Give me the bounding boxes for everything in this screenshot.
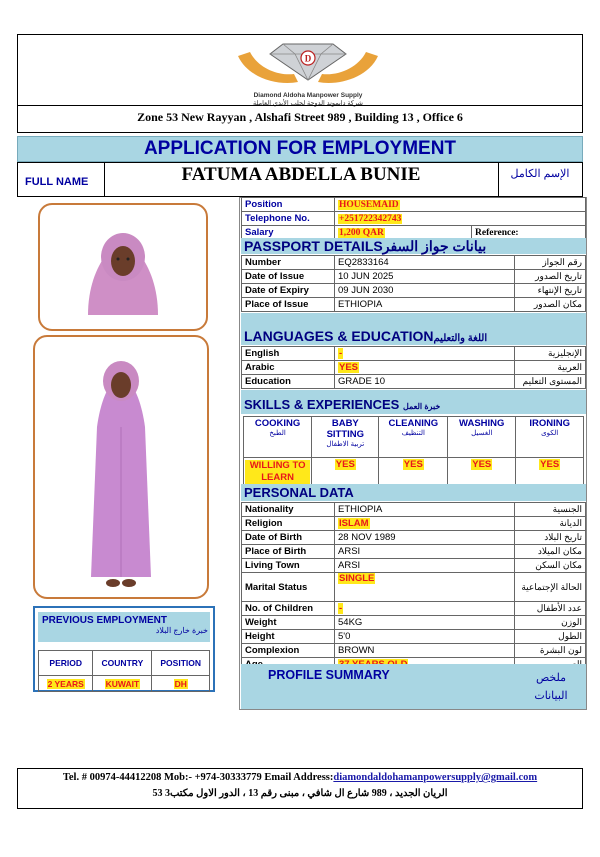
languages-title-ar: اللغة والتعليم <box>433 333 488 344</box>
prev-country-cell <box>93 676 152 692</box>
skill-washing-name: WASHING <box>459 418 505 429</box>
skill-babysitting-ar: تربية الاطفال <box>326 441 365 448</box>
personal-section-header <box>241 484 586 501</box>
religion-value: ISLAM <box>339 518 369 529</box>
skills-title: SKILLS & EXPERIENCES <box>244 397 400 412</box>
svg-text:D: D <box>304 53 312 64</box>
telephone-value: +251722342743 <box>339 214 402 224</box>
complexion-value: BROWN <box>335 644 515 658</box>
living-town-value: ARSI <box>335 559 515 573</box>
skill-ironing-value: YES <box>540 459 560 470</box>
full-name-divider-2 <box>498 162 499 197</box>
prev-period-cell <box>39 676 93 692</box>
skill-ironing-ar: الكوى <box>541 430 559 437</box>
passport-issue-ar: تاريخ الصدور <box>515 270 586 284</box>
marital-label: Marital Status <box>242 573 335 602</box>
skill-cleaning-value-cell <box>379 458 448 487</box>
logo-text: Diamond Aldoha Manpower Supply <box>253 92 363 99</box>
english-ar: الإنجليزية <box>515 347 586 361</box>
passport-expiry-value: 09 JUN 2030 <box>335 284 515 298</box>
prev-position: DH <box>174 678 187 689</box>
passport-place-value: ETHIOPIA <box>335 298 515 312</box>
skill-ironing <box>516 417 584 458</box>
nationality-value: ETHIOPIA <box>335 503 515 517</box>
prev-position-cell <box>152 676 210 692</box>
skill-babysitting-value-cell <box>312 458 379 487</box>
weight-label: Weight <box>242 616 335 630</box>
passport-number-label: Number <box>242 256 335 270</box>
reference-label: Reference: <box>472 226 586 240</box>
passport-spacer <box>241 313 586 327</box>
footer-contact-line <box>17 772 583 783</box>
height-value: 5'0 <box>335 630 515 644</box>
pob-ar: مكان الميلاد <box>515 545 586 559</box>
religion-label: Religion <box>242 517 335 531</box>
religion-ar: الديانة <box>515 517 586 531</box>
position-value: HOUSEMAID <box>339 200 399 210</box>
telephone-cell <box>335 212 586 226</box>
prev-header-period: PERIOD <box>39 651 93 676</box>
passport-table <box>241 255 586 312</box>
passport-title-ar: بيانات جواز السفر <box>382 238 487 254</box>
profile-summary-title: PROFILE SUMMARY <box>268 668 390 682</box>
religion-cell <box>335 517 515 531</box>
passport-number-ar: رقم الجواز <box>515 256 586 270</box>
company-logo <box>228 38 388 98</box>
skill-cooking-name: COOKING <box>254 418 301 429</box>
position-cell <box>335 198 586 212</box>
skill-ironing-value-cell <box>516 458 584 487</box>
marital-ar: الحالة الإجتماعية <box>515 573 586 602</box>
skill-babysitting-value: YES <box>335 459 355 470</box>
skill-cleaning-name: CLEANING <box>388 418 439 429</box>
previous-employment-table <box>38 650 210 692</box>
prev-period: 2 YEARS <box>47 678 84 689</box>
job-info-table <box>241 197 586 240</box>
skill-ironing-name: IRONING <box>529 418 570 429</box>
education-label: Education <box>242 375 335 389</box>
prev-country: KUWAIT <box>105 678 140 689</box>
marital-cell <box>335 573 515 602</box>
languages-table <box>241 346 586 389</box>
salary-value: 1,200 QAR <box>339 228 384 238</box>
skill-cooking-ar: الطبخ <box>269 430 286 437</box>
passport-place-ar: مكان الصدور <box>515 298 586 312</box>
english-label: English <box>242 347 335 361</box>
portrait-photo-icon <box>40 205 206 329</box>
passport-place-label: Place of Issue <box>242 298 335 312</box>
height-label: Height <box>242 630 335 644</box>
complexion-ar: لون البشرة <box>515 644 586 658</box>
diamond-hands-logo-icon <box>228 38 388 98</box>
skill-cooking-value-cell <box>244 458 312 487</box>
fullbody-photo-icon <box>35 337 207 597</box>
salary-label: Salary <box>242 226 335 240</box>
skill-cleaning <box>379 417 448 458</box>
pob-value: ARSI <box>335 545 515 559</box>
previous-employment-title: PREVIOUS EMPLOYMENT <box>42 615 168 626</box>
arabic-cell <box>335 361 515 375</box>
fullbody-photo-frame <box>33 335 209 599</box>
skill-washing-value: YES <box>472 459 492 470</box>
footer-contact: Tel. # 00974-44412208 Mob:- +974-30333779 Email Address: <box>62 772 334 783</box>
profile-summary-title-ar: ملخص البيانات <box>534 672 568 702</box>
passport-title: PASSPORT DETAILS <box>244 238 383 254</box>
personal-table <box>241 502 586 672</box>
languages-title: LANGUAGES & EDUCATION <box>244 328 434 344</box>
skills-title-ar: خبرة العمل <box>402 402 441 411</box>
logo-text-ar: شركة دايموند الدوحة لجلب الأيدي العاملة <box>253 100 363 107</box>
weight-ar: الوزن <box>515 616 586 630</box>
dob-ar: تاريخ البلاد <box>515 531 586 545</box>
skills-table <box>243 416 584 487</box>
skill-babysitting <box>312 417 379 458</box>
prev-header-country: COUNTRY <box>93 651 152 676</box>
children-ar: عدد الأطفال <box>515 602 586 616</box>
languages-section-header <box>241 327 586 345</box>
company-address: Zone 53 New Rayyan , Alshafi Street 989 , Building 13 , Office 6 <box>17 105 583 128</box>
pob-label: Place of Birth <box>242 545 335 559</box>
skill-cleaning-value: YES <box>403 459 423 470</box>
living-town-label: Living Town <box>242 559 335 573</box>
complexion-label: Complexion <box>242 644 335 658</box>
marital-value: SINGLE <box>339 573 375 584</box>
footer-address-ar: 53 الريان الجديد ، 989 شارع ال شافي ، مبنى رقم 13 ، الدور الاول مكتب3 <box>152 788 448 799</box>
prev-header-position: POSITION <box>152 651 210 676</box>
full-name-value: FATUMA ABDELLA BUNIE <box>181 164 421 185</box>
children-label: No. of Children <box>242 602 335 616</box>
passport-expiry-ar: تاريخ الإنتهاء <box>515 284 586 298</box>
height-ar: الطول <box>515 630 586 644</box>
passport-section-header <box>241 238 586 254</box>
english-value: - <box>339 348 343 359</box>
passport-expiry-label: Date of Expiry <box>242 284 335 298</box>
skill-cooking <box>244 417 312 458</box>
passport-issue-value: 10 JUN 2025 <box>335 270 515 284</box>
children-value: - <box>339 603 343 614</box>
dob-label: Date of Birth <box>242 531 335 545</box>
full-name-label: FULL NAME <box>25 176 89 188</box>
skill-washing <box>448 417 516 458</box>
skill-washing-value-cell <box>448 458 516 487</box>
telephone-label: Telephone No. <box>242 212 335 226</box>
nationality-ar: الجنسية <box>515 503 586 517</box>
weight-value: 54KG <box>335 616 515 630</box>
skill-washing-ar: الغسيل <box>471 430 493 437</box>
footer-email-link[interactable]: diamondaldohamanpowersupply@gmail.com <box>333 772 538 783</box>
skill-cleaning-ar: التنظيف <box>401 430 425 437</box>
passport-number-value: EQ2833164 <box>335 256 515 270</box>
nationality-label: Nationality <box>242 503 335 517</box>
skill-cooking-value: WILLING TO LEARN <box>245 460 310 484</box>
education-value: GRADE 10 <box>335 375 515 389</box>
passport-issue-label: Date of Issue <box>242 270 335 284</box>
children-cell <box>335 602 515 616</box>
english-cell <box>335 347 515 361</box>
page-title-text: APPLICATION FOR EMPLOYMENT <box>143 138 457 159</box>
arabic-ar: العربية <box>515 361 586 375</box>
portrait-photo-frame <box>38 203 208 331</box>
arabic-value: YES <box>339 362 359 373</box>
dob-value: 28 NOV 1989 <box>335 531 515 545</box>
skill-babysitting-name: BABY SITTING <box>326 418 365 440</box>
education-ar: المستوى التعليم <box>515 375 586 389</box>
personal-title: PERSONAL DATA <box>244 485 354 500</box>
arabic-label: Arabic <box>242 361 335 375</box>
previous-employment-title-ar: خبرة خارج البلاد <box>155 626 208 635</box>
position-label: Position <box>242 198 335 212</box>
skills-section-header <box>241 396 586 414</box>
living-town-ar: مكان السكن <box>515 559 586 573</box>
full-name-label-ar: الإسم الكامل <box>510 168 570 180</box>
